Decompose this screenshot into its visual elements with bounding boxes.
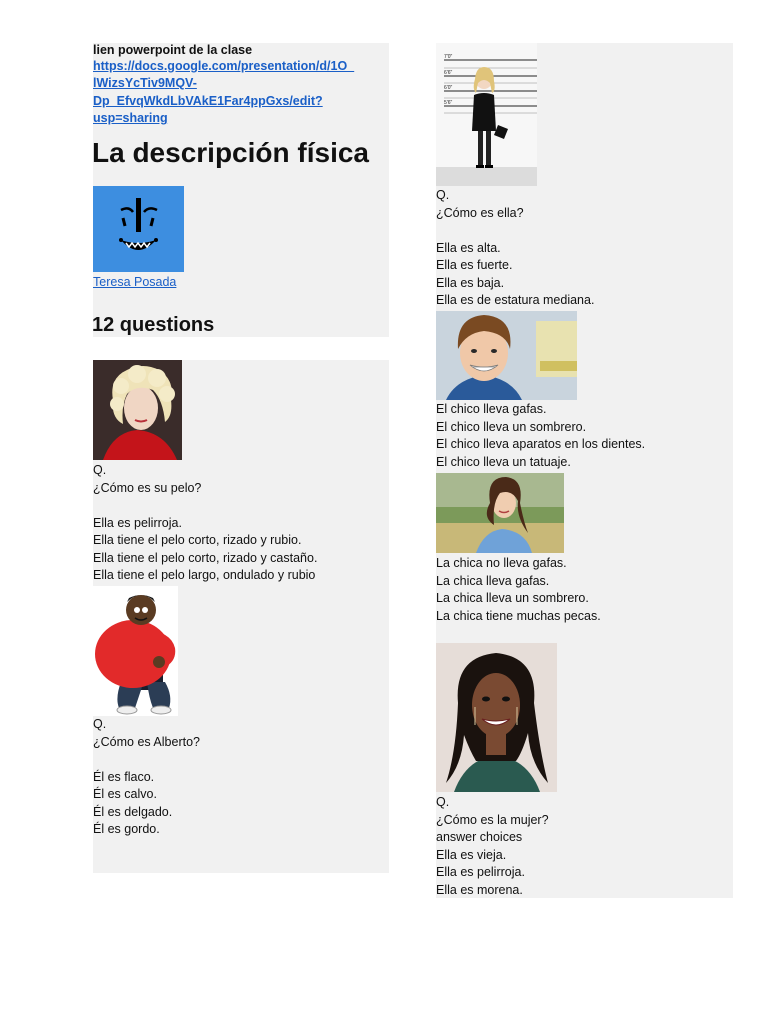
cartoon-character-image — [93, 586, 178, 716]
question-label: Q. — [436, 795, 450, 809]
answer-choice[interactable]: Ella es fuerte. — [436, 258, 513, 272]
boy-braces-image — [436, 311, 577, 400]
question-label: Q. — [93, 717, 107, 731]
question-prompt: ¿Cómo es ella? — [436, 205, 524, 220]
answer-choice[interactable]: La chica tiene muchas pecas. — [436, 608, 601, 623]
quiz-logo-image — [93, 186, 184, 272]
question-prompt: ¿Cómo es la mujer? — [436, 812, 549, 827]
answer-choice[interactable]: La chica lleva un sombrero. — [436, 591, 589, 605]
question-prompt: ¿Cómo es Alberto? — [93, 734, 200, 749]
height-mark: 6'6" — [444, 70, 453, 76]
dark-hair-woman-image — [436, 643, 557, 792]
height-mark: 5'6" — [444, 100, 453, 106]
url-line[interactable]: usp=sharing — [93, 111, 168, 125]
answer-choice[interactable]: Él es calvo. — [93, 787, 157, 801]
curly-hair-woman-image — [93, 360, 182, 460]
question-block-boy — [436, 401, 645, 471]
powerpoint-link[interactable] — [93, 58, 354, 128]
height-mark: 7'0" — [444, 54, 453, 60]
height-chart-woman-image — [436, 43, 537, 186]
url-line[interactable]: https://docs.google.com/presentation/d/1O_ — [93, 58, 355, 73]
answer-choice[interactable]: Ella tiene el pelo corto, rizado y castaño. — [93, 550, 318, 565]
answer-choice[interactable]: Ella es vieja. — [436, 847, 507, 862]
answer-choice[interactable]: Ella es de estatura mediana. — [436, 293, 595, 307]
url-line[interactable]: Dp_EfvqWkdLbVAkE1Far4ppGxs/edit? — [93, 93, 323, 108]
answer-choice[interactable]: El chico lleva aparatos en los dientes. — [436, 437, 646, 451]
answer-choices-label: answer choices — [436, 830, 523, 844]
question-block-mujer — [436, 794, 549, 899]
answer-choice[interactable]: Él es delgado. — [93, 804, 173, 819]
answer-choice[interactable]: Ella es pelirroja. — [93, 515, 182, 530]
question-prompt: ¿Cómo es su pelo? — [93, 480, 202, 495]
question-label: Q. — [436, 188, 450, 202]
answer-choice[interactable]: Él es gordo. — [93, 822, 160, 836]
answer-choice[interactable]: Ella es alta. — [436, 240, 501, 255]
questions-count: 12 questions — [92, 314, 215, 336]
answer-choice[interactable]: La chica no lleva gafas. — [436, 556, 567, 570]
answer-choice[interactable]: Ella es baja. — [436, 275, 505, 290]
question-block-girl — [436, 555, 601, 625]
powerpoint-label: lien powerpoint de la clase — [93, 43, 253, 57]
answer-choice[interactable]: El chico lleva un sombrero. — [436, 419, 587, 434]
answer-choice[interactable]: Ella tiene el pelo largo, ondulado y rubio — [93, 568, 316, 582]
page-title: La descripción física — [92, 137, 369, 168]
question-block-alberto — [93, 716, 200, 839]
answer-choice[interactable]: Ella es morena. — [436, 882, 523, 897]
answer-choice[interactable]: El chico lleva gafas. — [436, 402, 547, 416]
answer-choice[interactable]: El chico lleva un tatuaje. — [436, 454, 571, 469]
author-link[interactable]: Teresa Posada — [93, 275, 177, 289]
answer-choice[interactable]: Ella tiene el pelo corto, rizado y rubio. — [93, 533, 302, 547]
girl-field-image — [436, 473, 564, 553]
answer-choice[interactable]: Ella es pelirroja. — [436, 865, 525, 879]
question-block-hair — [93, 462, 317, 585]
answer-choice[interactable]: Él es flaco. — [93, 769, 155, 784]
height-mark: 6'0" — [444, 85, 453, 91]
answer-choice[interactable]: La chica lleva gafas. — [436, 573, 550, 588]
question-label: Q. — [93, 463, 107, 477]
url-line[interactable]: lWizsYcTiv9MQV- — [93, 76, 197, 90]
question-block-ella — [436, 187, 594, 310]
